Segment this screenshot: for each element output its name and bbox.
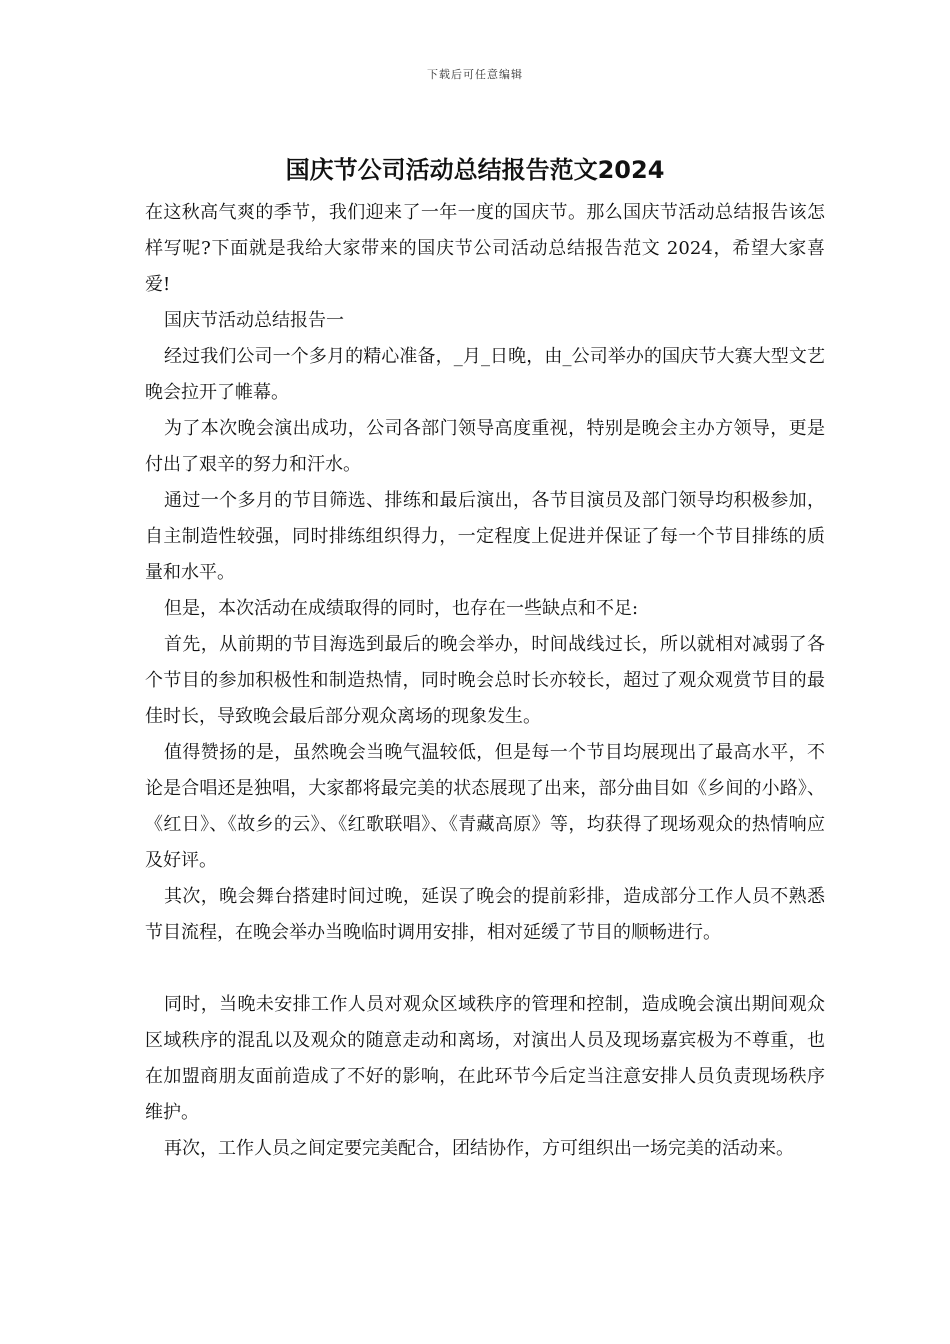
document-title: 国庆节公司活动总结报告范文2024 — [285, 156, 665, 184]
body-paragraph: 经过我们公司一个多月的精心准备，_月_日晚，由_公司举办的国庆节大赛大型文艺晚会拉开了帷幕。 — [145, 346, 825, 403]
section-heading: 国庆节活动总结报告一 — [164, 310, 344, 331]
body-paragraph: 同时，当晚未安排工作人员对观众区域秩序的管理和控制，造成晚会演出期间观众区域秩序的混乱以及观众的随意走动和离场，对演出人员及现场嘉宾极为不尊重，也在加盟商朋友面前造成了不好的影响，在此环节今后定当注意安排人员负责现场秩序维护。 — [145, 994, 825, 1123]
body-paragraph: 通过一个多月的节目筛选、排练和最后演出，各节目演员及部门领导均积极参加，自主制造性较强，同时排练组织得力，一定程度上促进并保证了每一个节目排练的质量和水平。 — [145, 490, 825, 583]
body-paragraph: 但是，本次活动在成绩取得的同时，也存在一些缺点和不足: — [164, 598, 639, 619]
body-paragraph: 为了本次晚会演出成功，公司各部门领导高度重视，特别是晚会主办方领导，更是付出了艰辛的努力和汗水。 — [145, 418, 825, 475]
header-note: 下载后可任意编辑 — [427, 68, 523, 81]
body-paragraph: 其次，晚会舞台搭建时间过晚，延误了晚会的提前彩排，造成部分工作人员不熟悉节目流程，在晚会举办当晚临时调用安排，相对延缓了节目的顺畅进行。 — [145, 886, 825, 943]
intro-paragraph: 在这秋高气爽的季节，我们迎来了一年一度的国庆节。那么国庆节活动总结报告该怎样写呢?下面就是我给大家带来的国庆节公司活动总结报告范文 2024，希望大家喜爱! — [145, 202, 825, 295]
body-paragraph: 首先，从前期的节目海选到最后的晚会举办，时间战线过长，所以就相对减弱了各个节目的参加积极性和制造热情，同时晚会总时长亦较长，超过了观众观赏节目的最佳时长，导致晚会最后部分观众离场的现象发生。 — [145, 634, 825, 727]
body-paragraph: 值得赞扬的是，虽然晚会当晚气温较低，但是每一个节目均展现出了最高水平，不论是合唱还是独唱，大家都将最完美的状态展现了出来，部分曲目如《乡间的小路》、《红日》、《故乡的云》、《红歌联唱》、《青藏高原》等，均获得了现场观众的热情响应及好评。 — [145, 742, 825, 871]
document-body — [145, 195, 825, 1167]
body-paragraph: 再次，工作人员之间定要完美配合，团结协作，方可组织出一场完美的活动来。 — [164, 1138, 794, 1159]
